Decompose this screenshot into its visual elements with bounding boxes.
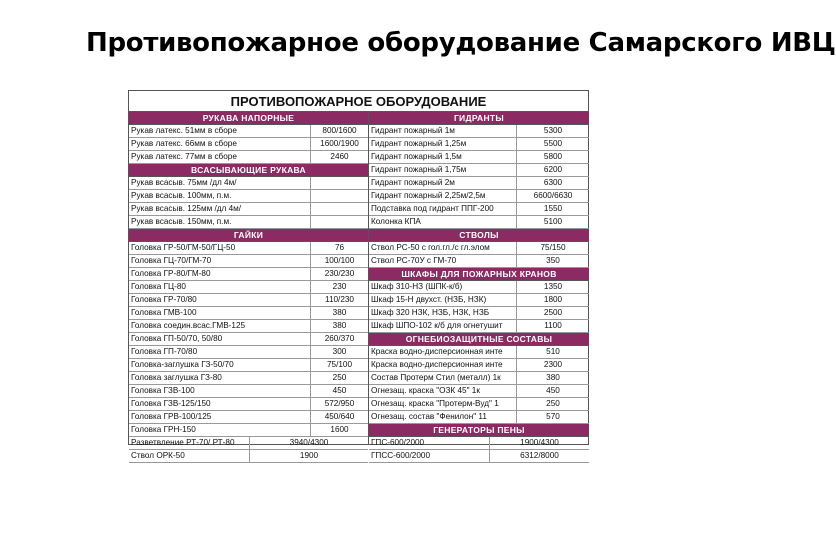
table-row xyxy=(129,411,368,424)
item-name: Разветвление РТ-70/ РТ-80 xyxy=(131,438,235,447)
item-name: Гидрант пожарный 2м xyxy=(371,178,455,187)
table-row xyxy=(369,164,589,177)
item-name: Ствол РС-70У с ГМ-70 xyxy=(371,256,457,265)
table-row xyxy=(129,255,368,268)
table-row xyxy=(369,151,589,164)
item-name: Краска водно-дисперсионная инте xyxy=(371,347,503,356)
table-row xyxy=(129,333,368,346)
item-price: 3940/4300 xyxy=(249,437,368,449)
table-row xyxy=(129,424,368,437)
item-price: 5500 xyxy=(516,138,589,150)
item-price: 230/230 xyxy=(310,268,368,280)
item-name: Колонка КПА xyxy=(371,217,421,226)
section-header: СТВОЛЫ xyxy=(369,229,589,242)
sheet-title: ПРОТИВОПОЖАРНОЕ ОБОРУДОВАНИЕ xyxy=(129,91,588,112)
item-name: Рукав латекс. 66мм в сборе xyxy=(131,139,237,148)
table-row xyxy=(369,359,589,372)
item-price: 230 xyxy=(310,281,368,293)
item-price: 6600/6630 xyxy=(516,190,589,202)
item-name: Гидрант пожарный 1м xyxy=(371,126,455,135)
item-price: 6200 xyxy=(516,164,589,176)
item-name: Головка ГРВ-100/125 xyxy=(131,412,212,421)
item-name: Шкаф 310-НЗ (ШПК-к/б) xyxy=(371,282,463,291)
item-price: 510 xyxy=(516,346,589,358)
item-price: 380 xyxy=(310,307,368,319)
item-price: 1600/1900 xyxy=(310,138,368,150)
item-price: 450/640 xyxy=(310,411,368,423)
item-price xyxy=(310,216,368,228)
item-price: 1800 xyxy=(516,294,589,306)
table-row xyxy=(369,372,589,385)
table-row xyxy=(129,242,368,255)
left-column xyxy=(129,112,369,460)
item-name: Гидрант пожарный 2,25м/2,5м xyxy=(371,191,486,200)
item-name: Подставка под гидрант ППГ-200 xyxy=(371,204,494,213)
item-name: Шкаф 15-Н двухст. (НЗБ, НЗК) xyxy=(371,295,487,304)
item-price: 5100 xyxy=(516,216,589,228)
item-name: Шкаф 320 НЗК, НЗБ, НЗК, НЗБ xyxy=(371,308,490,317)
item-name: ГПС-600/2000 xyxy=(371,438,425,447)
item-price: 380 xyxy=(310,320,368,332)
item-price: 110/230 xyxy=(310,294,368,306)
table-row xyxy=(369,346,589,359)
item-price xyxy=(310,203,368,215)
table-row xyxy=(369,411,589,424)
item-name: Шкаф ШПО-102 к/б для огнетушит xyxy=(371,321,503,330)
item-price: 75/100 xyxy=(310,359,368,371)
item-name: Огнезащ. состав "Фенилон" 11 xyxy=(371,412,487,421)
item-price: 450 xyxy=(516,385,589,397)
item-price: 800/1600 xyxy=(310,125,368,137)
price-sheet xyxy=(128,90,589,460)
item-price: 1900 xyxy=(249,450,368,462)
item-name: Головка ГЦ-70/ГМ-70 xyxy=(131,256,212,265)
item-name: Рукав всасыв. 150мм, п.м. xyxy=(131,217,232,226)
item-name: Рукав всасыв. 100мм, п.м. xyxy=(131,191,232,200)
table-row xyxy=(129,203,368,216)
item-price: 75/150 xyxy=(516,242,589,254)
item-name: Головка ГП-70/80 xyxy=(131,347,198,356)
table-row xyxy=(129,177,368,190)
table-row xyxy=(129,346,368,359)
table-row xyxy=(369,242,589,255)
section-header: ГИДРАНТЫ xyxy=(369,112,589,125)
table-row xyxy=(129,320,368,333)
table-row xyxy=(369,437,589,450)
item-price xyxy=(310,190,368,202)
table-row xyxy=(369,177,589,190)
item-name: Головка ГМВ-100 xyxy=(131,308,197,317)
table-row xyxy=(369,385,589,398)
item-price: 100/100 xyxy=(310,255,368,267)
item-price: 5300 xyxy=(516,125,589,137)
table-row xyxy=(129,216,368,229)
section-header: ВСАСЫВАЮЩИЕ РУКАВА xyxy=(129,164,368,177)
item-price: 1600 xyxy=(310,424,368,436)
table-row xyxy=(129,294,368,307)
section-header: ГАЙКИ xyxy=(129,229,368,242)
item-name: Рукав латекс. 51мм в сборе xyxy=(131,126,237,135)
item-name: Головка ГР-70/80 xyxy=(131,295,197,304)
item-price: 1350 xyxy=(516,281,589,293)
item-price: 450 xyxy=(310,385,368,397)
item-price: 260/370 xyxy=(310,333,368,345)
item-name: Головка ГЗВ-100 xyxy=(131,386,195,395)
item-name: Головка ГЦ-80 xyxy=(131,282,186,291)
table-row xyxy=(369,307,589,320)
item-name: Ствол ОРК-50 xyxy=(131,451,185,460)
item-name: Гидрант пожарный 1,25м xyxy=(371,139,467,148)
table-row xyxy=(129,398,368,411)
table-row xyxy=(129,125,368,138)
item-price: 250 xyxy=(310,372,368,384)
item-name: Ствол РС-50 с гол.гл./с гл.элом xyxy=(371,243,490,252)
item-name: Головка ГРН-150 xyxy=(131,425,196,434)
table-row xyxy=(129,359,368,372)
item-price: 76 xyxy=(310,242,368,254)
table-row xyxy=(129,268,368,281)
section-header: ШКАФЫ ДЛЯ ПОЖАРНЫХ КРАНОВ xyxy=(369,268,589,281)
item-name: Головка ГЗВ-125/150 xyxy=(131,399,211,408)
section-header: ОГНЕБИОЗАЩИТНЫЕ СОСТАВЫ xyxy=(369,333,589,346)
item-name: Головка заглушка ГЗ-80 xyxy=(131,373,222,382)
section-header: РУКАВА НАПОРНЫЕ xyxy=(129,112,368,125)
item-name: Головка ГП-50/70, 50/80 xyxy=(131,334,223,343)
item-name: Рукав всасыв. 125мм /дл 4м/ xyxy=(131,204,242,213)
item-price: 2500 xyxy=(516,307,589,319)
table-row xyxy=(369,138,589,151)
table-row xyxy=(129,372,368,385)
item-price: 572/950 xyxy=(310,398,368,410)
item-price: 300 xyxy=(310,346,368,358)
table-row xyxy=(369,294,589,307)
item-price: 6312/8000 xyxy=(489,450,589,462)
item-price: 5800 xyxy=(516,151,589,163)
item-price: 1900/4300 xyxy=(489,437,589,449)
table-row xyxy=(369,398,589,411)
item-name: Рукав латекс. 77мм в сборе xyxy=(131,152,237,161)
table-row xyxy=(369,216,589,229)
table-row xyxy=(129,450,368,463)
table-row xyxy=(369,320,589,333)
table-row xyxy=(369,125,589,138)
item-name: Состав Протерм Стил (металл) 1к xyxy=(371,373,501,382)
item-name: Краска водно-дисперсионная инте xyxy=(371,360,503,369)
right-column xyxy=(369,112,589,460)
item-price: 1100 xyxy=(516,320,589,332)
item-name: Огнезащ. краска "ОЗК 45" 1к xyxy=(371,386,480,395)
item-name: Головка ГР-50/ГМ-50/ГЦ-50 xyxy=(131,243,236,252)
item-price: 350 xyxy=(516,255,589,267)
item-price: 380 xyxy=(516,372,589,384)
item-name: ГПСС-600/2000 xyxy=(371,451,431,460)
item-name: Головка соедин.всас.ГМВ-125 xyxy=(131,321,246,330)
table-row xyxy=(129,437,368,450)
table-row xyxy=(369,190,589,203)
item-name: Гидрант пожарный 1,75м xyxy=(371,165,467,174)
table-row xyxy=(129,307,368,320)
table-row xyxy=(369,281,589,294)
table-row xyxy=(129,151,368,164)
slide-title: Противопожарное оборудование Самарского ИВЦ xyxy=(86,28,836,58)
item-price xyxy=(310,177,368,189)
item-price: 2460 xyxy=(310,151,368,163)
item-name: Огнезащ. краска "Протерм-Вуд" 1 xyxy=(371,399,499,408)
item-name: Рукав всасыв. 75мм /дл 4м/ xyxy=(131,178,237,187)
item-price: 1550 xyxy=(516,203,589,215)
table-row xyxy=(129,385,368,398)
item-price: 570 xyxy=(516,411,589,423)
table-row xyxy=(129,190,368,203)
item-price: 250 xyxy=(516,398,589,410)
item-name: Головка-заглушка ГЗ-50/70 xyxy=(131,360,234,369)
table-row xyxy=(369,450,589,463)
section-header: ГЕНЕРАТОРЫ ПЕНЫ xyxy=(369,424,589,437)
item-price: 2300 xyxy=(516,359,589,371)
item-price: 6300 xyxy=(516,177,589,189)
table-row xyxy=(129,138,368,151)
item-name: Головка ГР-80/ГМ-80 xyxy=(131,269,211,278)
table-row xyxy=(369,255,589,268)
item-name: Гидрант пожарный 1,5м xyxy=(371,152,462,161)
table-row xyxy=(369,203,589,216)
table-row xyxy=(129,281,368,294)
